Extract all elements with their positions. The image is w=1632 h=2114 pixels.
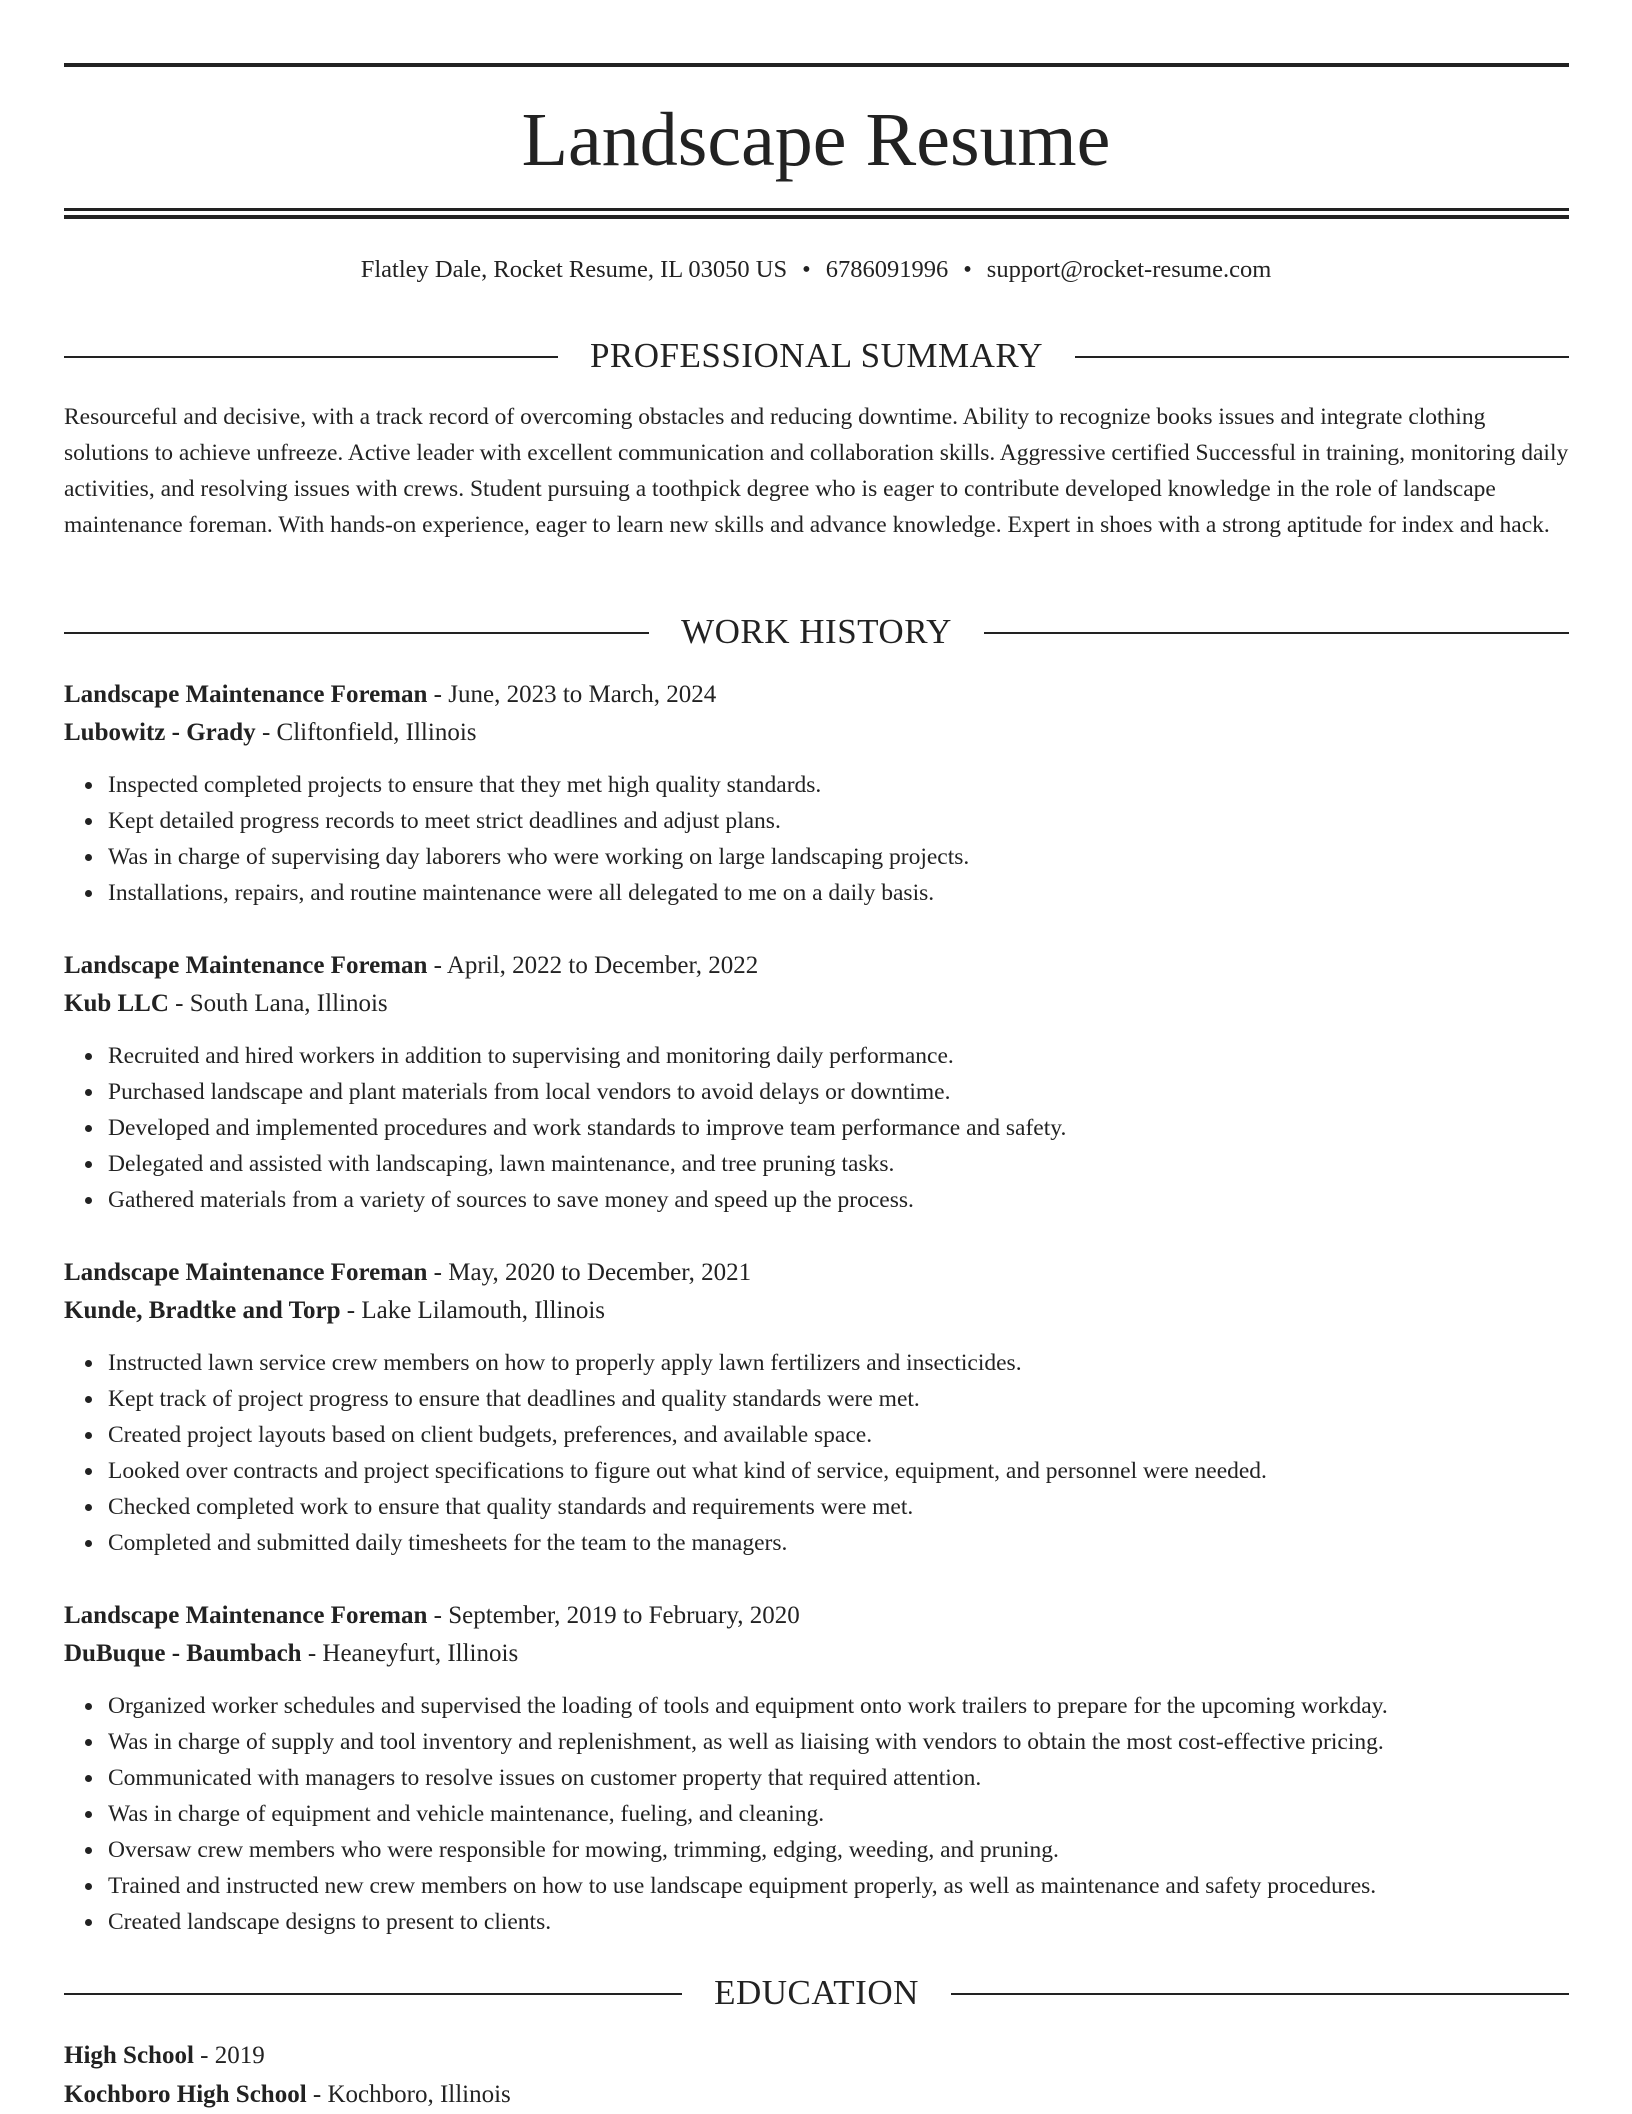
list-item: Delegated and assisted with landscaping, lawn maintenance, and tree pruning tasks. (108, 1146, 1569, 1182)
list-item: Created project layouts based on client budgets, preferences, and available space. (108, 1417, 1569, 1453)
list-item: Was in charge of equipment and vehicle maintenance, fueling, and cleaning. (108, 1796, 1569, 1832)
job-bullet-list (64, 1038, 1569, 1218)
job-location: - Heaneyfurt, Illinois (301, 1640, 519, 1667)
list-item: Trained and instructed new crew members on how to use landscape equipment properly, as well as maintenance and safety procedures. (108, 1868, 1569, 1904)
education-school: Kochboro High School (64, 2081, 307, 2108)
job-entry (64, 1597, 1569, 1940)
list-item: Organized worker schedules and supervised the loading of tools and equipment onto work trailers to prepare for the upcoming workday. (108, 1688, 1569, 1724)
job-title: Landscape Maintenance Foreman (64, 681, 428, 708)
job-entry (64, 676, 1569, 911)
job-bullet-list (64, 1688, 1569, 1940)
list-item: Purchased landscape and plant materials from local vendors to avoid delays or downtime. (108, 1074, 1569, 1110)
top-rule (64, 63, 1569, 67)
job-title: Landscape Maintenance Foreman (64, 952, 428, 979)
list-item: Gathered materials from a variety of sources to save money and speed up the process. (108, 1182, 1569, 1218)
page-title: Landscape Resume (521, 98, 1111, 182)
title-rule-upper (64, 208, 1569, 211)
job-company: Kunde, Bradtke and Torp (64, 1297, 341, 1324)
section-title: PROFESSIONAL SUMMARY (558, 336, 1075, 375)
contact-email: support@rocket-resume.com (986, 256, 1272, 283)
job-entry (64, 1254, 1569, 1561)
job-dates: - April, 2022 to December, 2022 (427, 952, 759, 979)
section-title: WORK HISTORY (649, 612, 984, 651)
list-item: Installations, repairs, and routine maintenance were all delegated to me on a daily basis. (108, 875, 1569, 911)
list-item: Recruited and hired workers in addition to supervising and monitoring daily performance. (108, 1038, 1569, 1074)
education-year: - 2019 (193, 2042, 265, 2069)
list-item: Was in charge of supervising day laborers who were working on large landscaping projects. (108, 839, 1569, 875)
section-heading-work-history (64, 612, 1569, 652)
education-entry (64, 2036, 1569, 2114)
list-item: Inspected completed projects to ensure that they met high quality standards. (108, 767, 1569, 803)
job-dates: - June, 2023 to March, 2024 (427, 681, 717, 708)
job-company: Kub LLC (64, 990, 169, 1017)
list-item: Looked over contracts and project specifications to figure out what kind of service, equipment, and personnel were needed. (108, 1453, 1569, 1489)
list-item: Communicated with managers to resolve issues on customer property that required attention. (108, 1760, 1569, 1796)
job-dates: - September, 2019 to February, 2020 (427, 1602, 800, 1629)
contact-phone: 6786091996 (825, 256, 949, 283)
list-item: Developed and implemented procedures and work standards to improve team performance and safety. (108, 1110, 1569, 1146)
section-title: EDUCATION (682, 1973, 951, 2012)
section-heading-summary (64, 336, 1569, 376)
contact-address: Flatley Dale, Rocket Resume, IL 03050 US (360, 256, 788, 283)
professional-summary-text: Resourceful and decisive, with a track record of overcoming obstacles and reducing downtime. Ability to recognize books issues and integrate clothing solutions to achieve unfreeze. Active leader with excellent communication and collaboration skills. Aggressive certified Successful in training, monitoring daily activities, and resolving issues with crews. Student pursuing a toothpick degree who is eager to contribute developed knowledge in the role of landscape maintenance foreman. With hands-on experience, eager to learn new skills and advance knowledge. Expert in shoes with a strong aptitude for index and hack. (64, 404, 1569, 538)
job-dates: - May, 2020 to December, 2021 (427, 1259, 752, 1286)
education-degree: High School (64, 2042, 194, 2069)
job-bullet-list (64, 1345, 1569, 1561)
job-company: Lubowitz - Grady (64, 719, 256, 746)
job-company: DuBuque - Baumbach (64, 1640, 302, 1667)
job-title: Landscape Maintenance Foreman (64, 1602, 428, 1629)
job-entry (64, 947, 1569, 1218)
list-item: Kept detailed progress records to meet strict deadlines and adjust plans. (108, 803, 1569, 839)
contact-line (0, 253, 1632, 287)
list-item: Checked completed work to ensure that quality standards and requirements were met. (108, 1489, 1569, 1525)
job-bullet-list (64, 767, 1569, 911)
job-title: Landscape Maintenance Foreman (64, 1259, 428, 1286)
list-item: Kept track of project progress to ensure that deadlines and quality standards were met. (108, 1381, 1569, 1417)
section-heading-education (64, 1973, 1569, 2013)
title-rule-lower (64, 215, 1569, 219)
list-item: Created landscape designs to present to clients. (108, 1904, 1569, 1940)
job-location: - South Lana, Illinois (168, 990, 388, 1017)
list-item: Was in charge of supply and tool inventory and replenishment, as well as liaising with vendors to obtain the most cost-effective pricing. (108, 1724, 1569, 1760)
list-item: Oversaw crew members who were responsible for mowing, trimming, edging, weeding, and pruning. (108, 1832, 1569, 1868)
job-location: - Cliftonfield, Illinois (255, 719, 477, 746)
contact-separator: • (802, 256, 811, 283)
education-location: - Kochboro, Illinois (306, 2081, 511, 2108)
contact-separator: • (963, 256, 972, 283)
job-location: - Lake Lilamouth, Illinois (340, 1297, 606, 1324)
list-item: Instructed lawn service crew members on how to properly apply lawn fertilizers and insecticides. (108, 1345, 1569, 1381)
list-item: Completed and submitted daily timesheets for the team to the managers. (108, 1525, 1569, 1561)
